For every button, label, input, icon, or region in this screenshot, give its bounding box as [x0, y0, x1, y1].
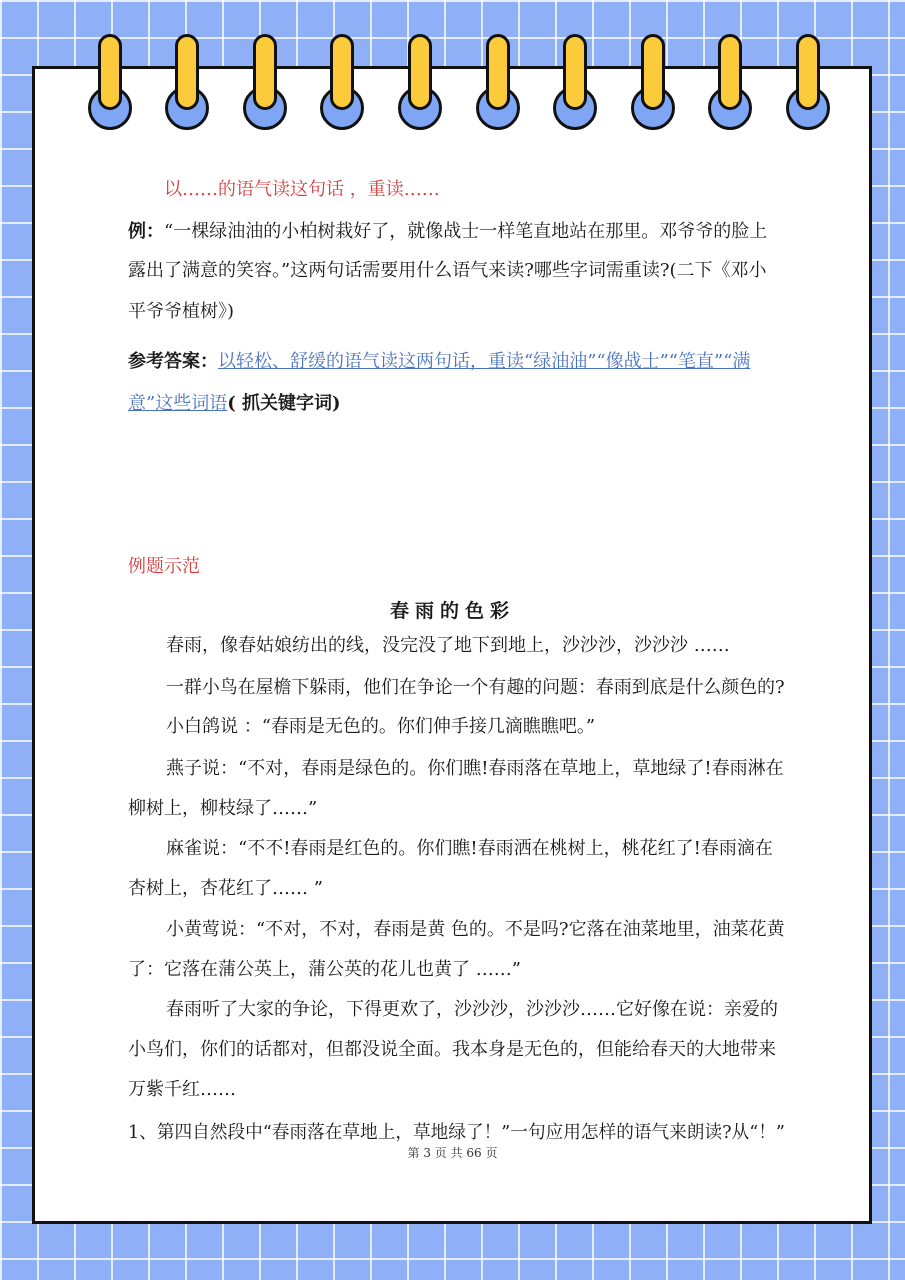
example-label: 例： [128, 221, 164, 242]
answer-text-link-cont[interactable]: 意”这些词语 [128, 393, 228, 414]
story-line: 小黄莺说：“不对，不对，春雨是黄 色的。不是吗?它落在油菜地里，油菜花黄 [166, 919, 785, 940]
reading-instruction: 以……的语气读这句话 ，重读…… [164, 179, 440, 200]
binder-ring-icon [398, 34, 442, 130]
answer-line-1 [128, 350, 750, 374]
story-line: 小白鸽说 ：“春雨是无色的。你们伸手接几滴瞧瞧吧。” [166, 716, 596, 737]
binder-ring-icon [243, 34, 287, 130]
story-line: 柳树上，柳枝绿了……” [128, 798, 318, 819]
binder-ring-icon [320, 34, 364, 130]
page-number: 第 3 页 共 66 页 [407, 1146, 498, 1160]
story-line: 燕子说：“不对，春雨是绿色的。你们瞧!春雨落在草地上，草地绿了!春雨淋在 [166, 758, 784, 779]
binder-ring-icon [165, 34, 209, 130]
binder-ring-icon [88, 34, 132, 130]
binder-ring-icon [708, 34, 752, 130]
answer-note: ( 抓关键字词) [227, 393, 341, 414]
story-line: 万紫千红…… [128, 1079, 236, 1100]
section-heading: 例题示范 [128, 556, 200, 577]
question-1: 1、第四自然段中“春雨落在草地上，草地绿了！”一句应用怎样的语气来朗读?从“！” [128, 1122, 785, 1143]
binder-ring-icon [786, 34, 830, 130]
story-line: 了：它落在蒲公英上，蒲公英的花儿也黄了 ……” [128, 959, 521, 980]
binder-ring-icon [476, 34, 520, 130]
story-line: 麻雀说：“不不!春雨是红色的。你们瞧!春雨洒在桃树上，桃花红了!春雨滴在 [166, 838, 773, 859]
example-line-2: 露出了满意的笑容。”这两句话需要用什么语气来读?哪些字词需重读?(二下《邓小 [128, 260, 767, 281]
story-line: 春雨听了大家的争论，下得更欢了，沙沙沙，沙沙沙……它好像在说：亲爱的 [166, 999, 778, 1020]
story-line: 春雨，像春姑娘纺出的线，没完没了地下到地上，沙沙沙，沙沙沙 …… [166, 635, 730, 656]
story-line: 一群小鸟在屋檐下躲雨，他们在争论一个有趣的问题：春雨到底是什么颜色的? [166, 677, 785, 698]
story-line: 杏树上，杏花红了…… ” [128, 878, 323, 899]
example-text: “一棵绿油油的小柏树栽好了，就像战士一样笔直地站在那里。邓爷爷的脸上 [164, 221, 768, 242]
example-line-1 [128, 220, 767, 244]
binder-ring-icon [553, 34, 597, 130]
answer-line-2 [128, 392, 341, 416]
story-line: 小鸟们，你们的话都对，但都没说全面。我本身是无色的，但能给春天的大地带来 [128, 1039, 776, 1060]
answer-label: 参考答案： [128, 351, 218, 372]
example-line-3: 平爷爷植树》) [128, 301, 235, 322]
answer-text-link[interactable]: 以轻松、舒缓的语气读这两句话，重读“绿油油”“像战士”“笔直”“满 [218, 351, 751, 372]
binder-ring-icon [631, 34, 675, 130]
story-title: 春雨的色彩 [389, 600, 515, 622]
